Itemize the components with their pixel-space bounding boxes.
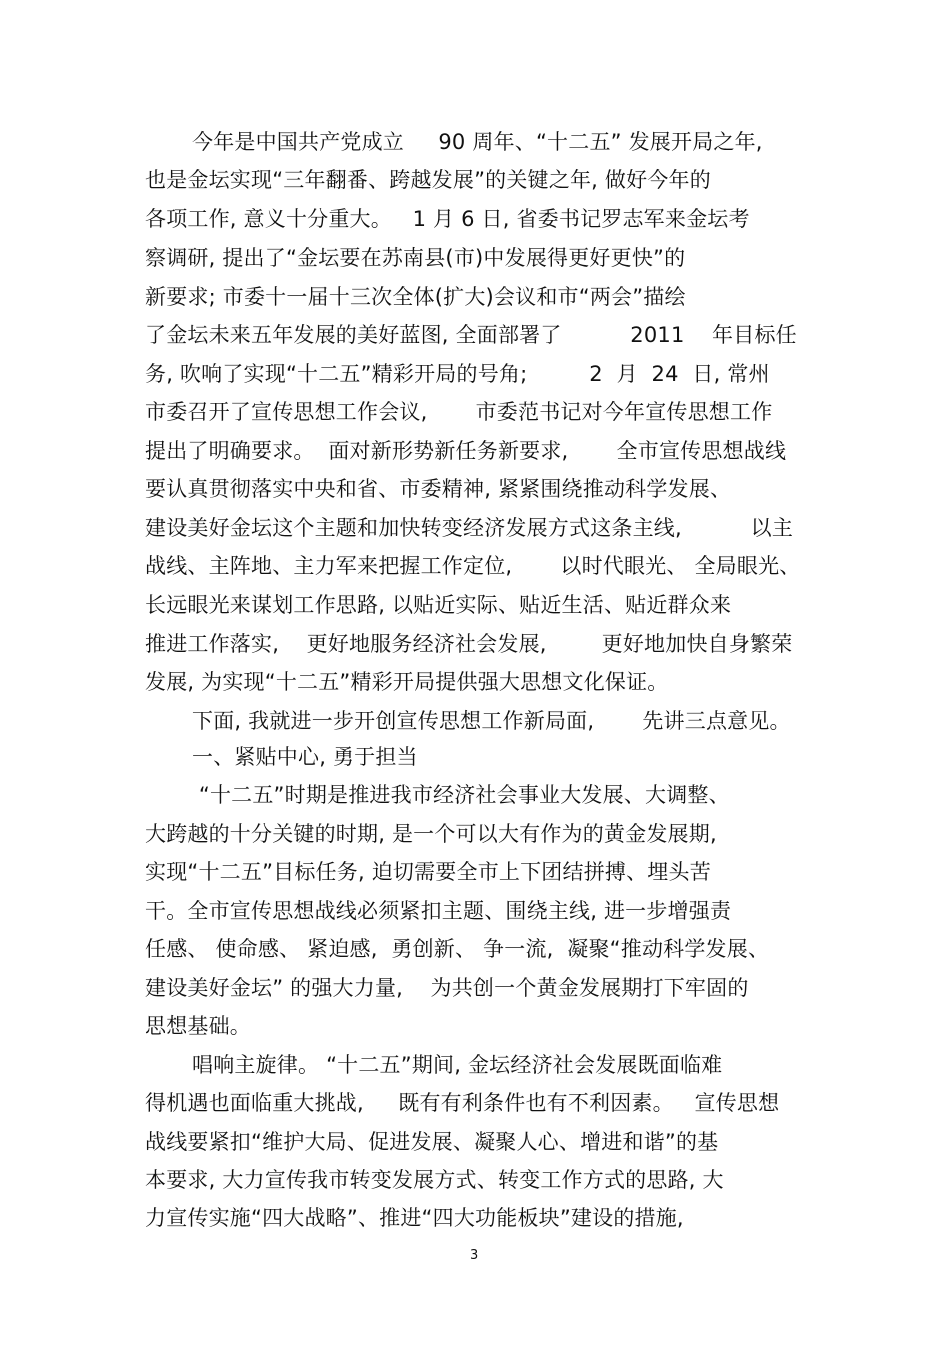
paragraph-line: 发展, 为实现“十二五”精彩开局提供强大思想文化保证。 bbox=[145, 670, 669, 694]
paragraph-line: 推进工作落实, 更好地服务经济社会发展, 更好地加快自身繁荣 bbox=[145, 632, 793, 656]
paragraph-line: 战线要紧扣“维护大局、促进发展、凝聚人心、增进和谐”的基 bbox=[145, 1130, 719, 1154]
paragraph-line: 下面, 我就进一步开创宣传思想工作新局面, 先讲三点意见。 bbox=[192, 709, 791, 733]
paragraph-line: 也是金坛实现“三年翻番、跨越发展”的关键之年, 做好今年的 bbox=[145, 168, 711, 192]
paragraph-line: 要认真贯彻落实中央和省、市委精神, 紧紧围绕推动科学发展、 bbox=[145, 477, 732, 501]
paragraph-line: 提出了明确要求。 面对新形势新任务新要求, 全市宣传思想战线 bbox=[145, 439, 787, 463]
paragraph-line: 干。全市宣传思想战线必须紧扣主题、围绕主线, 进一步增强责 bbox=[145, 899, 732, 923]
paragraph-line: “十二五”时期是推进我市经济社会事业大发展、大调整、 bbox=[192, 783, 730, 807]
paragraph-line: 力宣传实施“四大战略”、推进“四大功能板块”建设的措施, bbox=[145, 1206, 684, 1230]
paragraph-line: 了金坛未来五年发展的美好蓝图, 全面部署了 2011 年目标任 bbox=[145, 323, 797, 347]
paragraph-line: 思想基础。 bbox=[145, 1014, 251, 1038]
paragraph-line: 唱响主旋律。 “十二五”期间, 金坛经济社会发展既面临难 bbox=[192, 1053, 723, 1077]
paragraph-line: 得机遇也面临重大挑战, 既有有利条件也有不利因素。 宣传思想 bbox=[145, 1091, 780, 1115]
page-number: 3 bbox=[470, 1248, 479, 1263]
paragraph-line: 新要求; 市委十一届十三次全体(扩大)会议和市“两会”描绘 bbox=[145, 285, 686, 309]
paragraph-line: 务, 吹响了实现“十二五”精彩开局的号角; 2 月 24 日, 常州 bbox=[145, 362, 770, 386]
paragraph-line: 长远眼光来谋划工作思路, 以贴近实际、贴近生活、贴近群众来 bbox=[145, 593, 732, 617]
paragraph-line: 建设美好金坛” 的强大力量, 为共创一个黄金发展期打下牢固的 bbox=[145, 976, 749, 1000]
paragraph-line: 建设美好金坛这个主题和加快转变经济发展方式这条主线, 以主 bbox=[145, 516, 794, 540]
paragraph-line: 实现“十二五”目标任务, 迫切需要全市上下团结拼搏、埋头苦 bbox=[145, 860, 711, 884]
paragraph-line: 察调研, 提出了“金坛要在苏南县(市)中发展得更好更快”的 bbox=[145, 246, 686, 270]
paragraph-line: 各项工作, 意义十分重大。 1 月 6 日, 省委书记罗志军来金坛考 bbox=[145, 207, 750, 231]
paragraph-line: 大跨越的十分关键的时期, 是一个可以大有作为的黄金发展期, bbox=[145, 822, 717, 846]
paragraph-line: 任感、 使命感、 紧迫感, 勇创新、 争一流, 凝聚“推动科学发展、 bbox=[145, 937, 770, 961]
paragraph-line: 战线、主阵地、主力军来把握工作定位, 以时代眼光、 全局眼光、 bbox=[145, 554, 801, 578]
paragraph-line: 市委召开了宣传思想工作会议, 市委范书记对今年宣传思想工作 bbox=[145, 400, 773, 424]
section-heading: 一、紧贴中心, 勇于担当 bbox=[192, 745, 418, 769]
paragraph-line: 本要求, 大力宣传我市转变发展方式、转变工作方式的思路, 大 bbox=[145, 1168, 724, 1192]
paragraph-line: 今年是中国共产党成立 90 周年、“十二五” 发展开局之年, bbox=[192, 130, 763, 154]
